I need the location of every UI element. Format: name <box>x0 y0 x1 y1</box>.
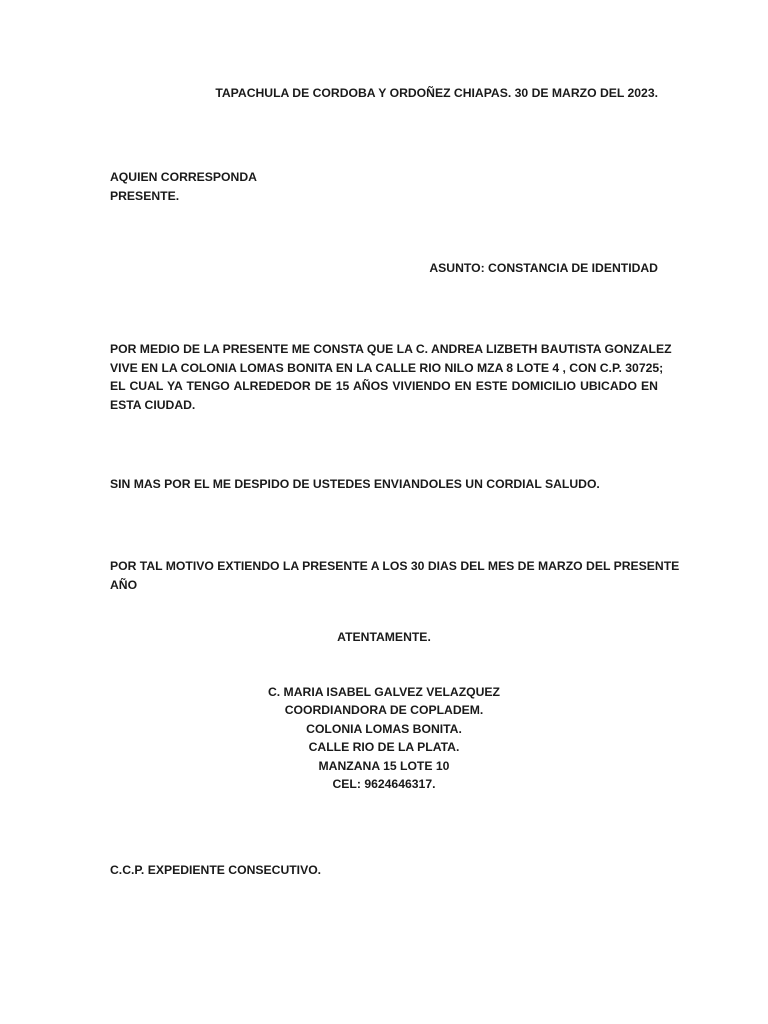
signature-block-lot: MANZANA 15 LOTE 10 <box>318 758 450 773</box>
signature-street: CALLE RIO DE LA PLATA. <box>308 740 460 755</box>
place-date-line: TAPACHULA DE CORDOBA Y ORDOÑEZ CHIAPAS. 30 DE MARZO DEL 2023. <box>215 86 658 100</box>
presente-line: PRESENTE. <box>110 189 180 203</box>
signature-role: COORDIANDORA DE COPLADEM. <box>284 703 484 718</box>
body-paragraph-2: SIN MAS POR EL ME DESPIDO DE USTEDES ENVIANDOLES UN CORDIAL SALUDO. <box>110 477 600 491</box>
body-paragraph-1-line: POR MEDIO DE LA PRESENTE ME CONSTA QUE LA C. ANDREA LIZBETH BAUTISTA GONZALEZ <box>110 342 672 356</box>
closing-block <box>110 628 658 646</box>
signature-block <box>110 683 658 793</box>
body-paragraph-1-line: VIVE EN LA COLONIA LOMAS BONITA EN LA CALLE RIO NILO MZA 8 LOTE 4 , CON C.P. 30725; <box>110 360 664 375</box>
body-paragraph-3-line: AÑO <box>110 577 138 592</box>
body-paragraph-3 <box>110 557 680 594</box>
signature-phone: CEL: 9624646317. <box>332 777 436 792</box>
body-paragraph-1-line: EL CUAL YA TENGO ALREDEDOR DE 15 AÑOS VIVIENDO EN ESTE DOMICILIO UBICADO EN <box>110 379 658 393</box>
body-paragraph-3-line: POR TAL MOTIVO EXTIENDO LA PRESENTE A LOS 30 DIAS DEL MES DE MARZO DEL PRESENTE <box>110 559 680 573</box>
signature-colony: COLONIA LOMAS BONITA. <box>306 721 462 736</box>
closing-text: ATENTAMENTE. <box>337 630 431 644</box>
recipient-line: AQUIEN CORRESPONDA <box>110 170 257 184</box>
subject-line: ASUNTO: CONSTANCIA DE IDENTIDAD <box>429 261 658 275</box>
signature-name: C. MARIA ISABEL GALVEZ VELAZQUEZ <box>267 685 501 699</box>
cc-line: C.C.P. EXPEDIENTE CONSECUTIVO. <box>110 863 322 877</box>
body-paragraph-1 <box>110 340 672 414</box>
body-paragraph-1-line: ESTA CIUDAD. <box>110 397 196 412</box>
